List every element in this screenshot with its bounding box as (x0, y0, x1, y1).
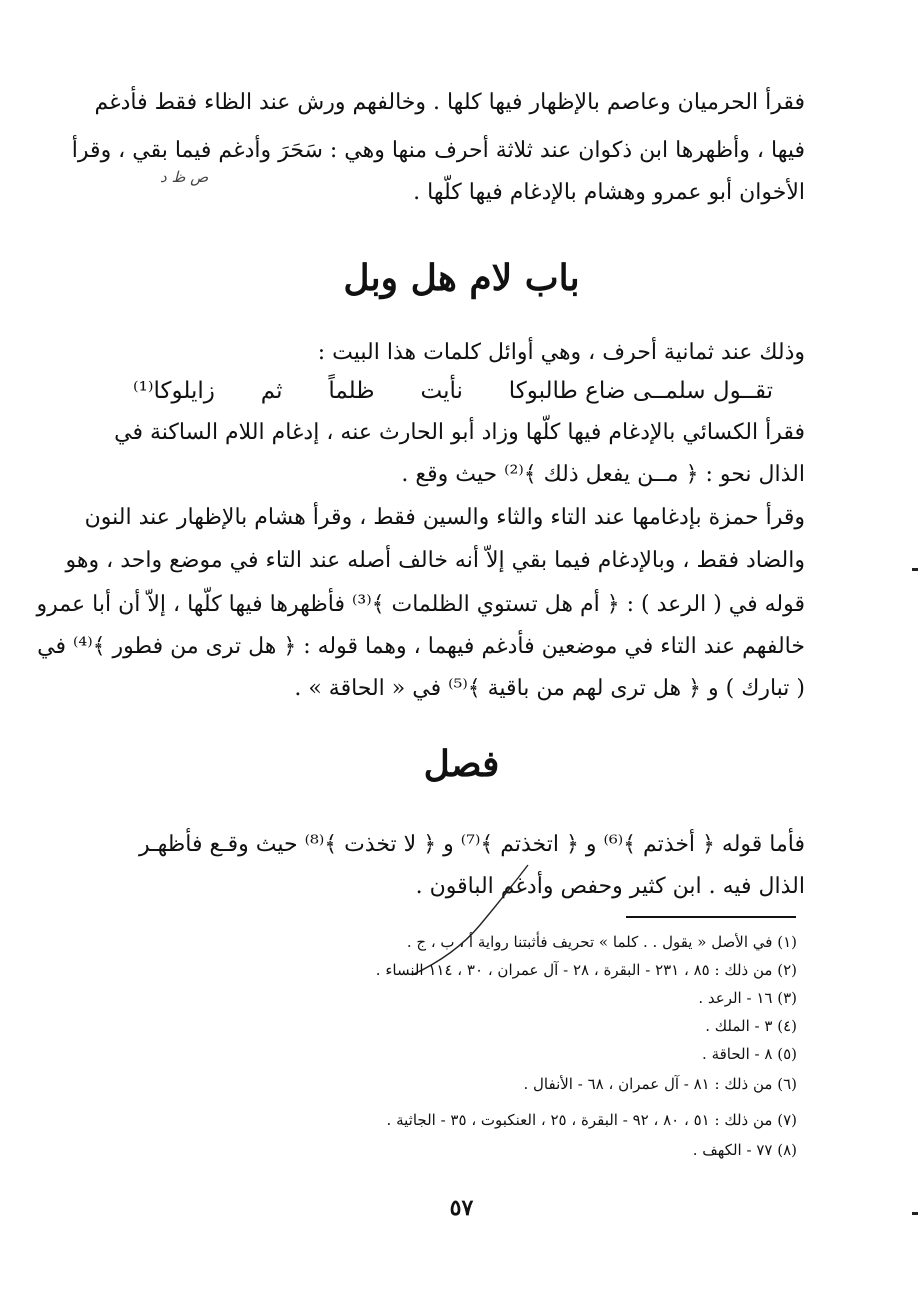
intro-line-1: فقرأ الحرميان وعاصم بالإظهار فيها كلها . وخالفهم ورش عند الظاء فقط فأدغم (94, 90, 805, 115)
section1-line-2: فقرأ الكسائي بالإدغام فيها كلّها وزاد أبو الحارث عنه ، إدغام اللام الساكنة في (114, 420, 805, 445)
footnote-6: (٦) من ذلك : ٨١ - آل عمران ، ٦٨ - الأنفال . (523, 1075, 797, 1093)
section1-line-1: وذلك عند ثمانية أحرف ، وهي أوائل كلمات هذا البيت : (317, 340, 805, 365)
footnote-5: (٥) ٨ - الحاقة . (702, 1045, 797, 1063)
section1-line-8: ( تبارك ) و ﴿ هل ترى لهم من باقية ﴾⁽⁵⁾ في « الحاقة » . (294, 676, 805, 701)
intro-line-3: الأخوان أبو عمرو وهشام بالإدغام فيها كلّها . (413, 180, 805, 205)
footnote-2: (٢) من ذلك : ٨٥ ، ٢٣١ - البقرة ، ٢٨ - آل عمران ، ٣٠ ، ١١٤ النساء . (375, 961, 797, 979)
intro-line-2: فيها ، وأظهرها ابن ذكوان عند ثلاثة أحرف منها وهي : سَحَرَ وأدغم فيما بقي ، وقرأ (71, 138, 805, 163)
verse-word-4: زايلوكا⁽¹⁾ (133, 378, 215, 404)
verse-word-2: ظلماً (328, 378, 375, 404)
footnote-8: (٨) ٧٧ - الكهف . (692, 1141, 797, 1159)
footnote-1: (١) في الأصل « يقول . . كلما » تحريف فأثبتنا رواية أ ، ب ، ج . (406, 933, 797, 951)
page-number: ٥٧ (449, 1195, 474, 1221)
footnote-7: (٧) من ذلك : ٥١ ، ٨٠ ، ٩٢ - البقرة ، ٢٥ ، العنكبوت ، ٣٥ - الجاثية . (386, 1111, 797, 1129)
handwritten-margin-note: ص ظ د (160, 168, 209, 186)
section1-line-5: والضاد فقط ، وبالإدغام فيما بقي إلاّ أنه خالف أصله عند التاء في موضع واحد ، وهو (65, 548, 805, 573)
section2-line-2: الذال فيه . ابن كثير وحفص وأدغم الباقون . (415, 874, 805, 899)
section-title-lam-hal-wa-bal: باب لام هل وبل (343, 257, 580, 299)
scan-edge-mark (912, 568, 918, 571)
verse-word-1: نأيت (420, 378, 463, 404)
verse-word-3: ثم (260, 378, 283, 404)
verse-hemistich-1: تقــول سلمــى ضاع طالبوكا (508, 378, 773, 404)
section1-line-7: خالفهم عند التاء في موضعين فأدغم فيهما ، وهما قوله : ﴿ هل ترى من فطور ﴾⁽⁴⁾ في (37, 634, 805, 659)
section1-line-3: الذال نحو : ﴿ مــن يفعل ذلك ﴾⁽²⁾ حيث وقع . (401, 462, 805, 487)
section-title-fasl: فصل (423, 743, 500, 785)
footnote-3: (٣) ١٦ - الرعد . (698, 989, 797, 1007)
footnote-4: (٤) ٣ - الملك . (705, 1017, 797, 1035)
section2-line-1: فأما قوله ﴿ أخذتم ﴾⁽⁶⁾ و ﴿ اتخذتم ﴾⁽⁷⁾ و ﴿ لا تخذت ﴾⁽⁸⁾ حيث وقـع فأظهـر (139, 832, 805, 857)
section1-line-6: قوله في ( الرعد ) : ﴿ أم هل تستوي الظلمات ﴾⁽³⁾ فأظهرها فيها كلّها ، إلاّ أن أبا عمرو (36, 592, 805, 617)
section1-line-4: وقرأ حمزة بإدغامها عند التاء والثاء والسين فقط ، وقرأ هشام بالإظهار عند النون (84, 505, 805, 530)
scan-edge-mark (912, 1212, 918, 1215)
footnote-separator (626, 916, 796, 918)
